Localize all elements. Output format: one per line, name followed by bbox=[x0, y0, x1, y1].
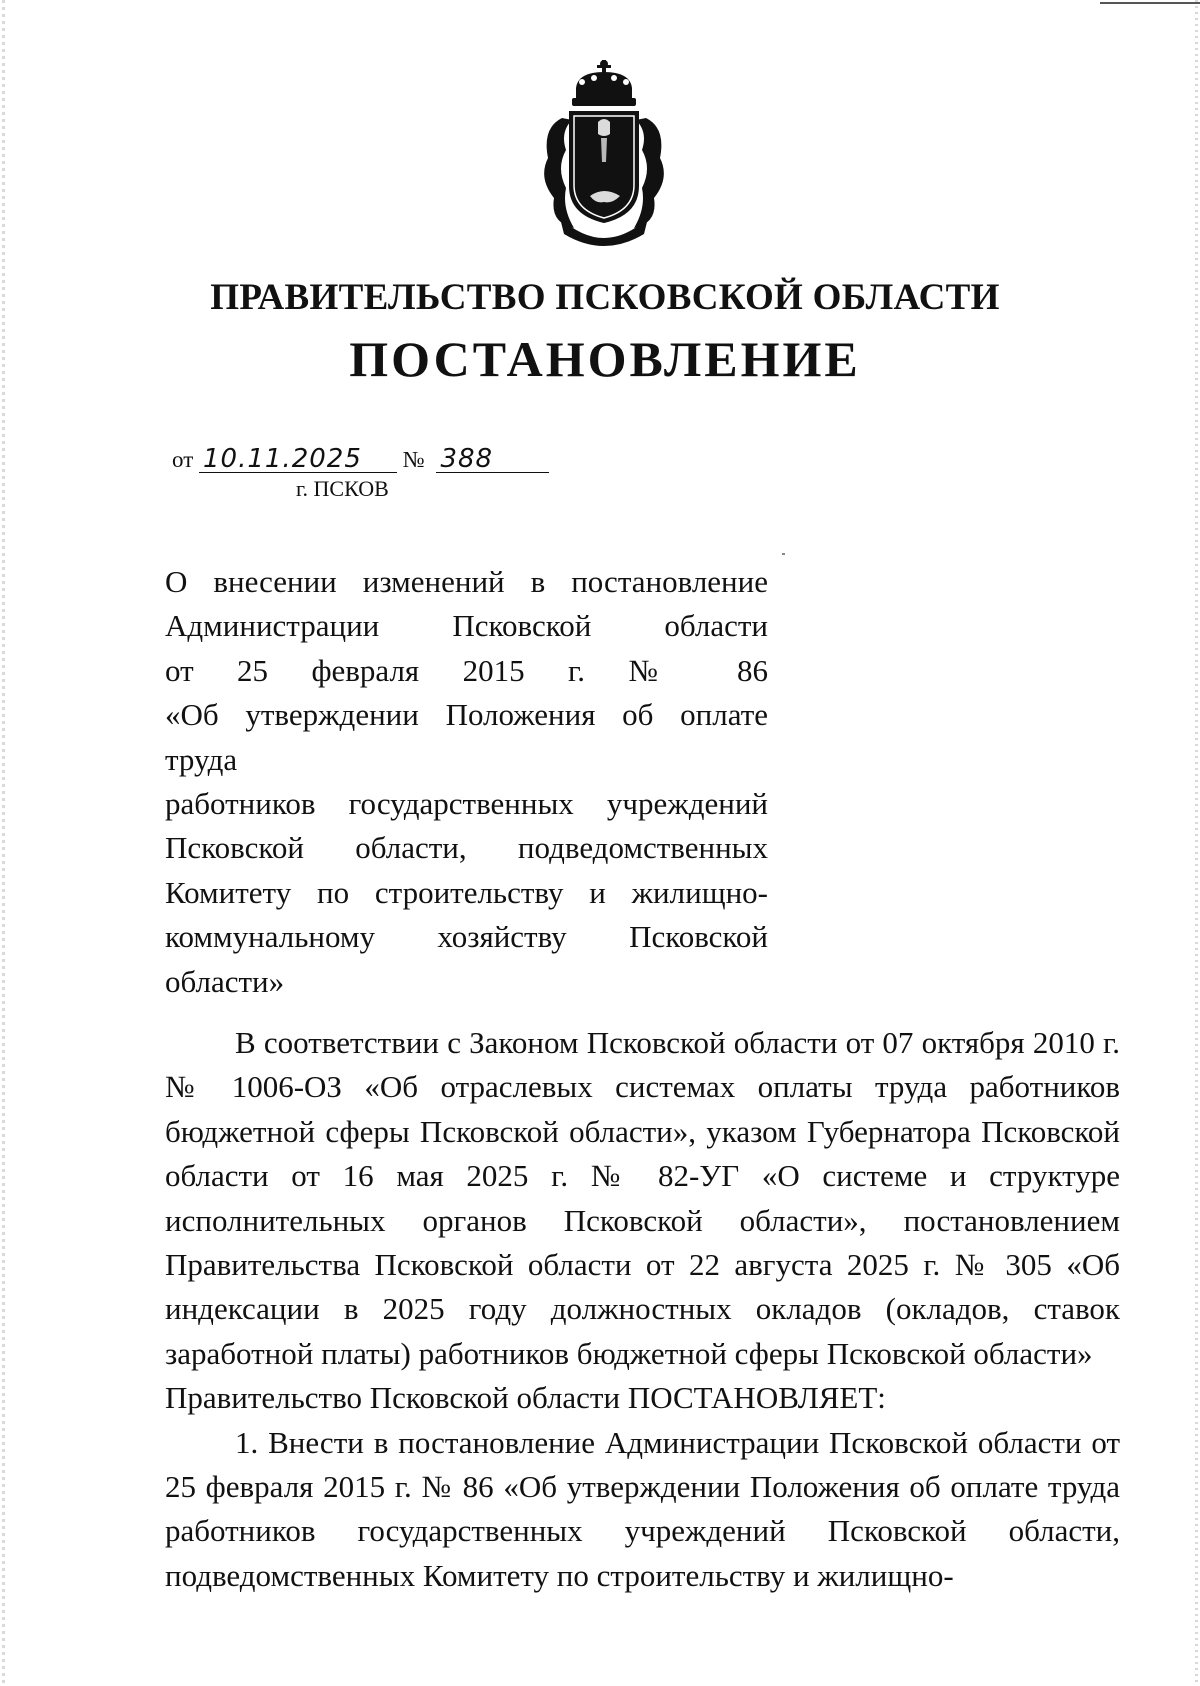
number-sign: № bbox=[402, 447, 425, 472]
subject-line: Комитету по строительству и жилищно- bbox=[165, 874, 768, 910]
pskov-coat-of-arms-icon bbox=[532, 58, 676, 248]
document-body bbox=[165, 1021, 1120, 1598]
scan-edge-top bbox=[1100, 2, 1200, 4]
document-date: 10.11.2025 bbox=[199, 446, 397, 473]
government-title: ПРАВИТЕЛЬСТВО ПСКОВСКОЙ ОБЛАСТИ bbox=[210, 277, 1000, 318]
document-type: ПОСТАНОВЛЕНИЕ bbox=[349, 331, 861, 387]
preamble-paragraph bbox=[165, 1021, 1120, 1421]
scan-speck bbox=[782, 553, 785, 555]
subject-line: Псковской области, подведомственных bbox=[165, 830, 768, 866]
scan-edge-right bbox=[1195, 0, 1198, 1686]
item-1-paragraph: 1. Внести в постановление Администрации Псковской области от 25 февраля 2015 г. № 86 «Об утверждении Положения об оплате труда работников государственных учреждений Псковской области, подведомственных Комитету по строительству и жилищно- bbox=[165, 1424, 1120, 1593]
subject-line: Администрации Псковской области bbox=[165, 608, 768, 644]
subject-line: «Об утверждении Положения об оплате труда bbox=[165, 697, 768, 777]
city-label: г. ПСКОВ bbox=[296, 476, 389, 501]
subject-line: О внесении изменений в постановление bbox=[165, 564, 768, 599]
date-prefix: от bbox=[172, 447, 194, 472]
subject-line: работников государственных учреждений bbox=[165, 786, 768, 822]
subject-last-line: области» bbox=[165, 963, 285, 999]
registration-line bbox=[172, 446, 549, 473]
preamble-text: В соответствии с Законом Псковской области от 07 октября 2010 г. № 1006-ОЗ «Об отраслевых системах оплаты труда работников бюджетной сферы Псковской области», указом Губернатора Псковской области от 16 мая 2025 г. № 82-УГ «О системе и структуре исполнительных органов Псковской области», постановлением Правительства Псковской области от 22 августа 2025 г. № 305 «Об индексации в 2025 году должностных окладов (окладов, ставок заработной платы) работников бюджетной сферы Псковской области» bbox=[165, 1025, 1120, 1371]
subject-line: коммунальному хозяйству Псковской bbox=[165, 919, 768, 955]
document-number: 388 bbox=[436, 446, 549, 473]
document-subject bbox=[165, 560, 768, 1004]
scan-edge-left bbox=[2, 0, 5, 1686]
subject-line: от 25 февраля 2015 г. № 86 bbox=[165, 652, 768, 688]
preamble-resolution: Правительство Псковской области ПОСТАНОВЛЯЕТ: bbox=[165, 1380, 886, 1416]
